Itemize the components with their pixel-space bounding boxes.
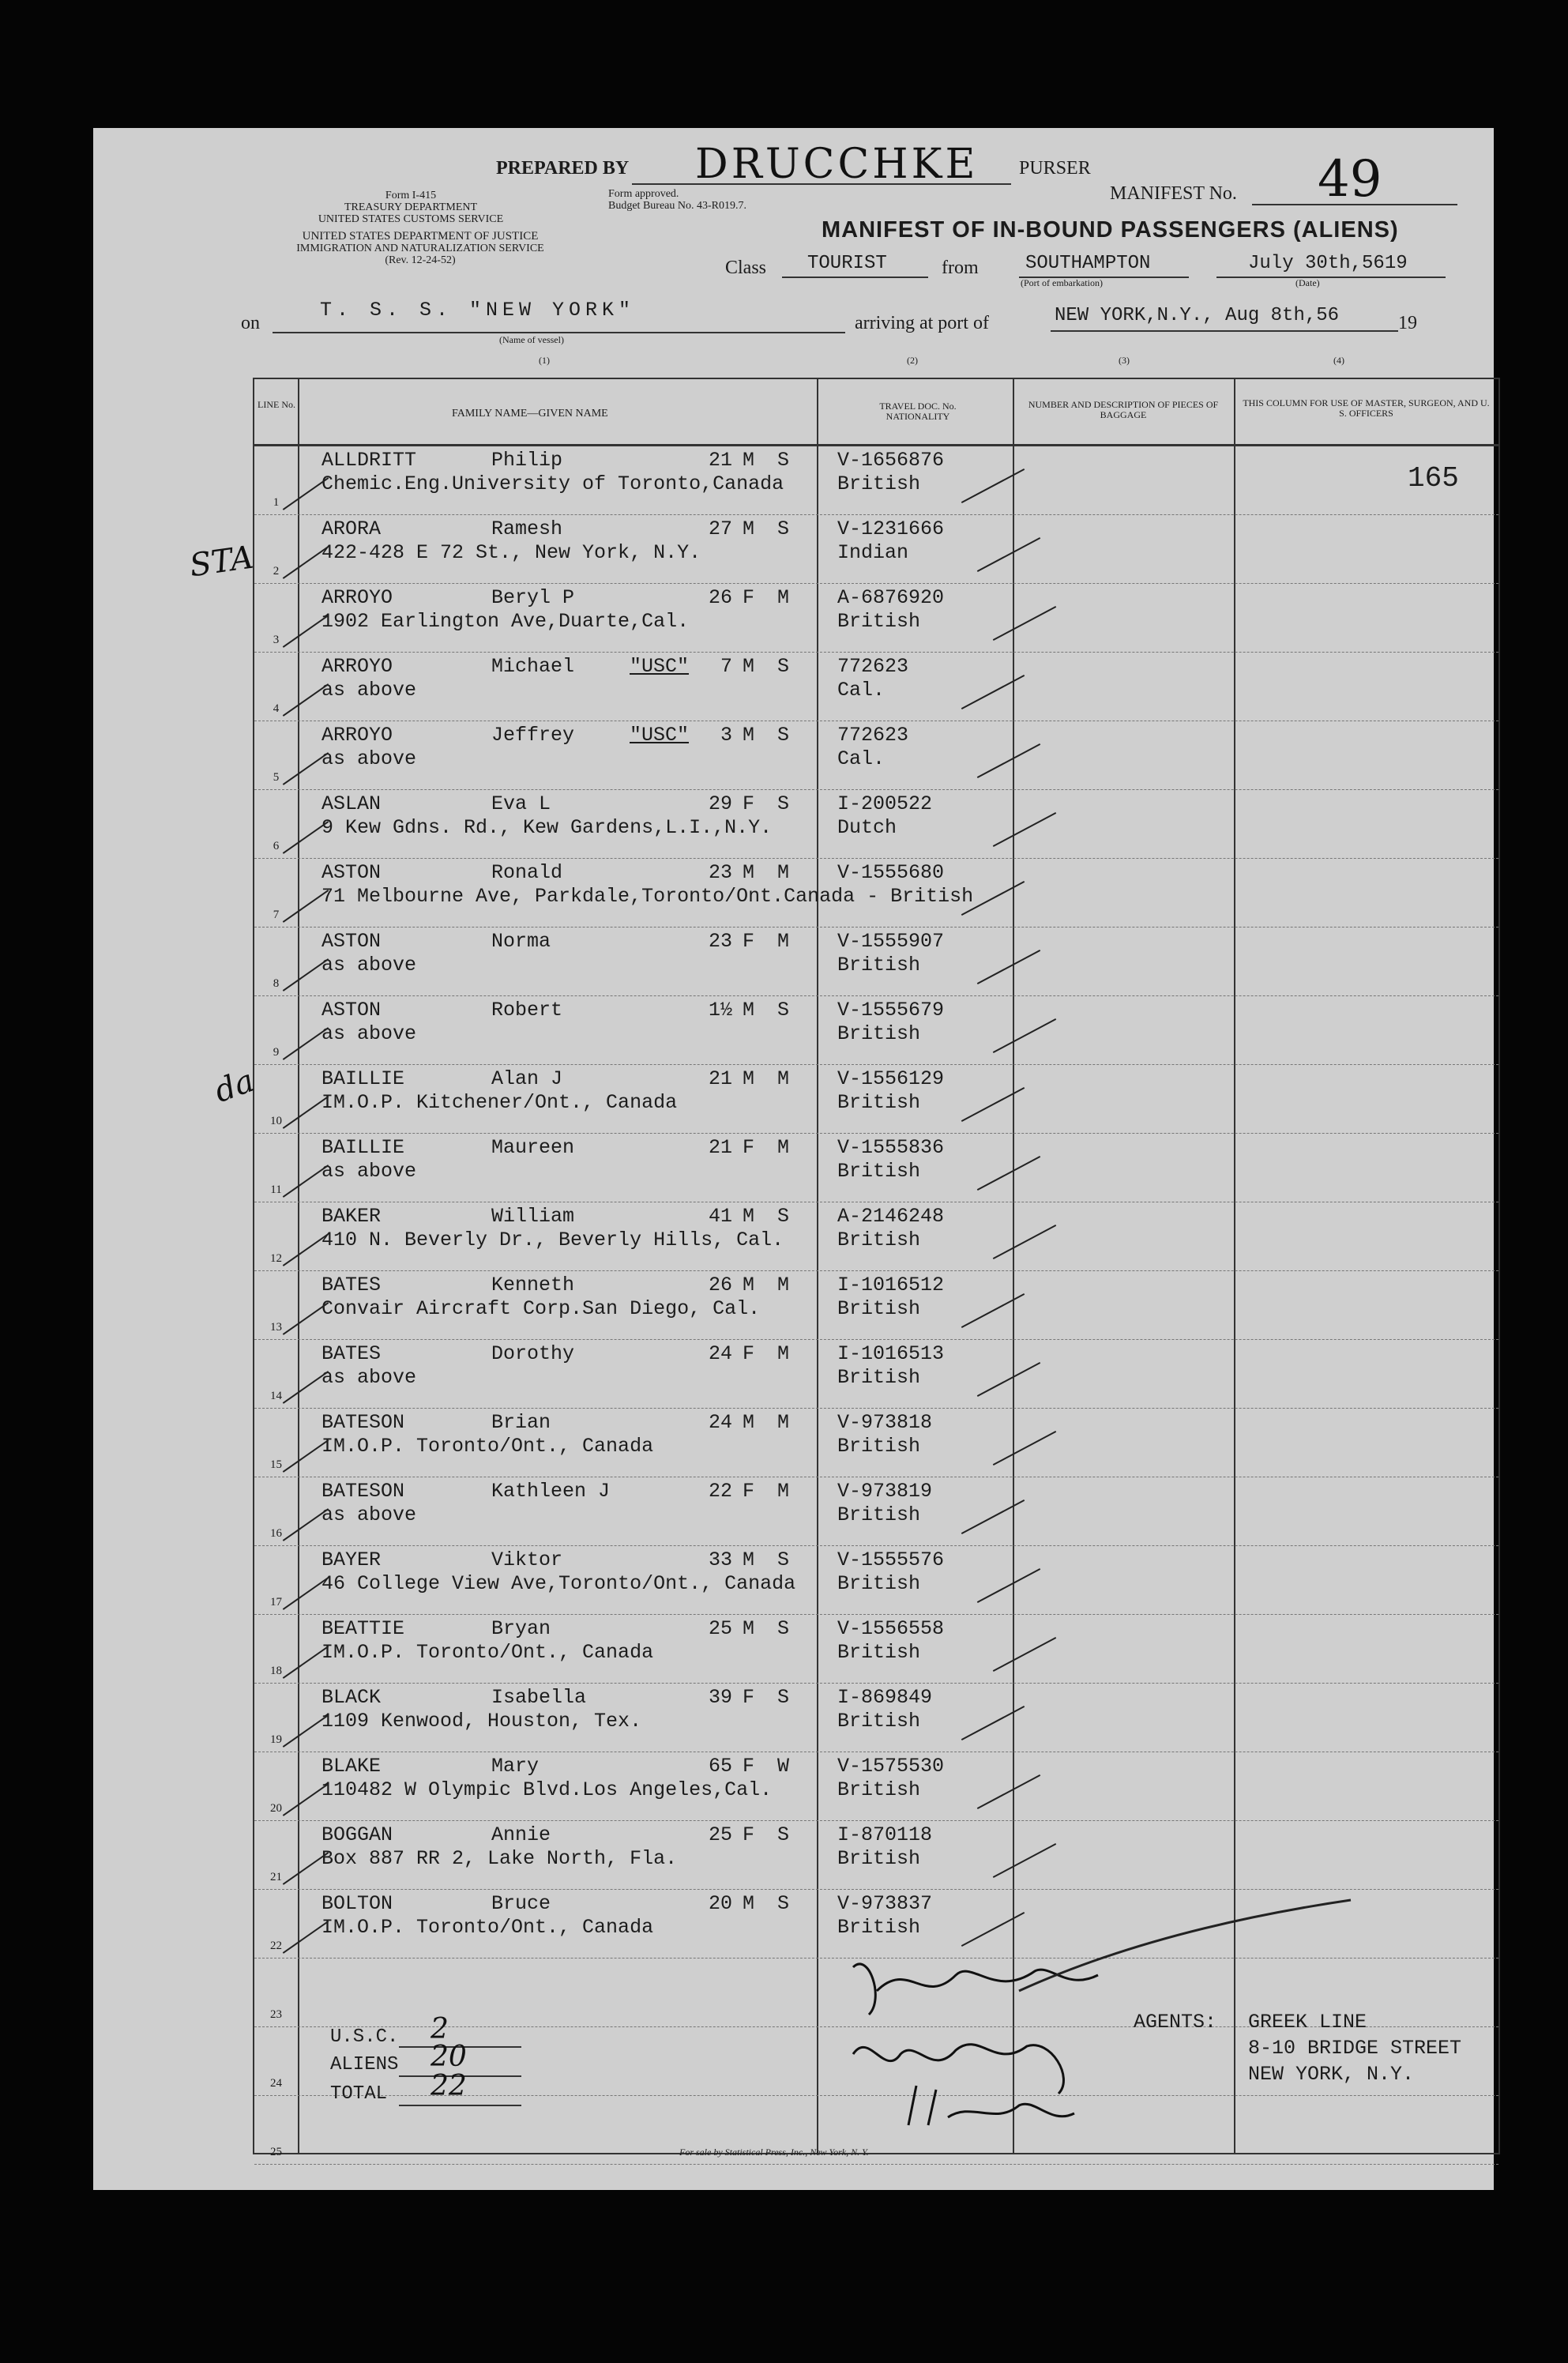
given-name: Bryan [491,1617,551,1640]
nationality: British [837,1366,921,1389]
nationality: Cal. [837,679,886,702]
marital-status: M [777,586,790,609]
row-line-number: 17 [270,1596,282,1609]
check-mark [961,675,1025,709]
row-line-number: 22 [270,1940,282,1952]
nationality: Cal. [837,747,886,770]
col-header-baggage: NUMBER AND DESCRIPTION OF PIECES OF BAGGAGE [1028,399,1219,420]
travel-doc: A-6876920 [837,586,945,609]
vessel-caption: (Name of vessel) [499,334,564,345]
table-row [254,1064,1498,1134]
given-name: Kathleen J [491,1480,611,1503]
family-name: BOLTON [321,1892,393,1915]
margin-note-sta: STA [187,539,256,585]
agents-line-3: NEW YORK, N.Y. [1248,2063,1415,2086]
usc-tag: "USC" [630,655,690,678]
nationality: British [837,1022,921,1045]
row-line-number: 15 [270,1458,282,1471]
marital-status: M [777,1342,790,1365]
check-mark [993,1431,1056,1466]
age: 25 [708,1823,732,1846]
age: 41 [708,1205,732,1228]
nationality: British [837,1435,921,1458]
manifest-table [253,378,1500,2158]
given-name: Mary [491,1755,540,1778]
family-name: ARROYO [321,655,393,678]
arrival-underline [1051,330,1398,332]
given-name: Michael [491,655,575,678]
nationality: British [837,472,921,495]
nationality: British [837,1572,921,1595]
grand-total-label: TOTAL [330,2083,388,2105]
sex: F [743,1823,755,1846]
given-name: Ramesh [491,517,563,540]
nationality: British [837,1160,921,1183]
family-name: ARROYO [321,724,393,747]
agents-label: AGENTS: [1134,2011,1217,2034]
manifest-no-label: MANIFEST No. [1110,183,1237,204]
table-row [254,1614,1498,1684]
address: IM.O.P. Toronto/Ont., Canada [321,1435,654,1458]
family-name: BATESON [321,1480,405,1503]
col-number-1: (1) [539,355,550,366]
address: 1902 Earlington Ave,Duarte,Cal. [321,610,690,633]
nationality: British [837,1847,921,1870]
department-block: UNITED STATES DEPARTMENT OF JUSTICE IMMIGRATION AND NATURALIZATION SERVICE (Rev. 12-24-52) [296,230,544,266]
marital-status: M [777,1067,790,1090]
address: as above [321,1160,417,1183]
row-line-number: 8 [273,977,280,990]
travel-doc: A-2146248 [837,1205,945,1228]
given-name: Viktor [491,1548,563,1571]
travel-doc: V-1575530 [837,1755,945,1778]
given-name: Brian [491,1411,551,1434]
family-name: ASTON [321,999,382,1022]
sex: F [743,1342,755,1365]
col-number-4: (4) [1333,355,1344,366]
address: 71 Melbourne Ave, Parkdale,Toronto/Ont.Canada - British [321,885,974,908]
sex: M [743,1274,755,1296]
address: Box 887 RR 2, Lake North, Fla. [321,1847,678,1870]
form-number-block: Form I-415 TREASURY DEPARTMENT UNITED STATES CUSTOMS SERVICE [318,190,504,225]
row-line-number: 4 [273,702,280,715]
address: 410 N. Beverly Dr., Beverly Hills, Cal. [321,1229,784,1251]
vessel-underline [273,332,845,333]
row-line-number: 18 [270,1665,282,1677]
nationality: British [837,610,921,633]
given-name: William [491,1205,575,1228]
family-name: BAYER [321,1548,382,1571]
age: 33 [708,1548,732,1571]
sex: M [743,999,755,1022]
address: Chemic.Eng.University of Toronto,Canada [321,472,784,495]
table-row [254,858,1498,928]
check-mark [977,1156,1040,1191]
age: 21 [708,449,732,472]
table-row [254,1545,1498,1615]
check-mark [977,1568,1040,1603]
address: as above [321,747,417,770]
class-value: TOURIST [807,253,887,274]
col-header-line: LINE No. [258,399,295,410]
marital-status: M [777,1480,790,1503]
family-name: ALLDRITT [321,449,417,472]
sex: F [743,586,755,609]
sex: M [743,724,755,747]
given-name: Philip [491,449,563,472]
age: 24 [708,1411,732,1434]
given-name: Bruce [491,1892,551,1915]
age: 22 [708,1480,732,1503]
address: as above [321,679,417,702]
sex: M [743,449,755,472]
long-pen-stroke [1011,1896,1359,1999]
sex: F [743,792,755,815]
marital-status: S [777,1617,790,1640]
age: 65 [708,1755,732,1778]
age: 23 [708,861,732,884]
col-header-name: FAMILY NAME—GIVEN NAME [452,408,608,420]
row-line-number: 16 [270,1527,282,1540]
port-value: SOUTHAMPTON [1025,253,1151,274]
sex: F [743,930,755,953]
sex: M [743,1205,755,1228]
family-name: BATES [321,1342,382,1365]
arriving-label: arriving at port of [855,313,989,333]
table-row [254,446,1498,515]
sex: F [743,1480,755,1503]
row-line-number: 19 [270,1733,282,1746]
sex: M [743,1617,755,1640]
usc-total-label: U.S.C. [330,2026,399,2048]
date-underline [1216,277,1446,278]
check-mark [977,743,1040,778]
travel-doc: V-1555679 [837,999,945,1022]
age: 3 [720,724,732,747]
check-mark [961,1087,1025,1122]
marital-status: M [777,1136,790,1159]
usc-total-value: 2 [431,2013,449,2045]
given-name: Annie [491,1823,551,1846]
row-line-number: 24 [270,2077,282,2090]
row-line-number: 12 [270,1252,282,1265]
family-name: BLACK [321,1686,382,1709]
officer-note: 165 [1408,462,1459,495]
sex: F [743,1755,755,1778]
given-name: Jeffrey [491,724,575,747]
given-name: Isabella [491,1686,587,1709]
age: 39 [708,1686,732,1709]
row-line-number: 23 [270,2008,282,2021]
family-name: BATES [321,1274,382,1296]
row-line-number: 5 [273,771,280,784]
table-row [254,1683,1498,1752]
purser-label: PURSER [1019,158,1091,179]
row-line-number: 14 [270,1390,282,1402]
age: 23 [708,930,732,953]
address: 1109 Kenwood, Houston, Tex. [321,1710,642,1733]
table-row [254,1202,1498,1271]
sex: F [743,1136,755,1159]
table-row [254,927,1498,996]
marital-status: S [777,517,790,540]
check-mark [961,1499,1025,1534]
row-line-number: 3 [273,634,280,646]
marital-status: S [777,724,790,747]
check-mark [993,1637,1056,1672]
address: IM.O.P. Kitchener/Ont., Canada [321,1091,678,1114]
nationality: British [837,1297,921,1320]
age: 21 [708,1136,732,1159]
class-label: Class [725,258,767,278]
from-label: from [942,258,979,278]
marital-status: M [777,861,790,884]
nationality: British [837,1916,921,1939]
agents-line-2: 8-10 BRIDGE STREET [1248,2037,1462,2060]
family-name: ARORA [321,517,382,540]
sex: M [743,1411,755,1434]
age: 29 [708,792,732,815]
travel-doc: V-1555680 [837,861,945,884]
address: 110482 W Olympic Blvd.Los Angeles,Cal. [321,1778,773,1801]
age: 25 [708,1617,732,1640]
marital-status: S [777,449,790,472]
address: IM.O.P. Toronto/Ont., Canada [321,1916,654,1939]
table-row [254,1752,1498,1821]
address: 9 Kew Gdns. Rd., Kew Gardens,L.I.,N.Y. [321,816,773,839]
sex: M [743,517,755,540]
row-line-number: 21 [270,1871,282,1883]
marital-status: S [777,1892,790,1915]
table-row [254,1133,1498,1202]
col-header-officers: THIS COLUMN FOR USE OF MASTER, SURGEON, AND U. S. OFFICERS [1243,397,1490,419]
given-name: Norma [491,930,551,953]
nationality: British [837,954,921,976]
row-line-number: 6 [273,840,280,852]
prepared-by-underline [632,183,1011,185]
travel-doc: I-869849 [837,1686,933,1709]
marital-status: S [777,999,790,1022]
row-line-number: 10 [270,1115,282,1127]
prepared-by-signature: DRUCCHKE [695,141,979,188]
family-name: BAKER [321,1205,382,1228]
check-mark [977,1362,1040,1397]
family-name: BAILLIE [321,1136,405,1159]
marital-status: W [777,1755,790,1778]
col-number-2: (2) [907,355,918,366]
on-label: on [241,313,260,333]
check-mark [961,1706,1025,1740]
travel-doc: V-973819 [837,1480,933,1503]
address: as above [321,954,417,976]
travel-doc: V-1555907 [837,930,945,953]
given-name: Kenneth [491,1274,575,1296]
row-line-number: 9 [273,1046,280,1059]
nationality: British [837,1641,921,1664]
sex: M [743,861,755,884]
address: as above [321,1022,417,1045]
family-name: ASLAN [321,792,382,815]
check-mark [993,1225,1056,1259]
marital-status: S [777,655,790,678]
nationality: British [837,1229,921,1251]
check-mark [993,1843,1056,1878]
marital-status: M [777,930,790,953]
travel-doc: V-1556558 [837,1617,945,1640]
travel-doc: 772623 [837,724,909,747]
class-underline [782,277,928,278]
check-mark [993,606,1056,641]
check-mark [961,468,1025,503]
address: 46 College View Ave,Toronto/Ont., Canada [321,1572,796,1595]
row-line-number: 2 [273,565,280,578]
row-line-number: 1 [273,496,280,509]
address: IM.O.P. Toronto/Ont., Canada [321,1641,654,1664]
arrival-value: NEW YORK,N.Y., Aug 8th,56 [1055,305,1340,326]
address: as above [321,1503,417,1526]
port-caption: (Port of embarkation) [1021,277,1103,288]
address: Convair Aircraft Corp.San Diego, Cal. [321,1297,761,1320]
nationality: Dutch [837,816,897,839]
col-header-doc: TRAVEL DOC. No. NATIONALITY [879,401,957,422]
marital-status: S [777,1823,790,1846]
nationality: British [837,1503,921,1526]
sex: M [743,1548,755,1571]
agents-line-1: GREEK LINE [1248,2011,1367,2034]
table-row [254,721,1498,790]
check-mark [977,950,1040,984]
check-mark [977,1774,1040,1809]
travel-doc: V-1556129 [837,1067,945,1090]
grand-total-value: 22 [431,2070,467,2102]
address: 422-428 E 72 St., New York, N.Y. [321,541,701,564]
usc-tag: "USC" [630,724,690,747]
nationality: Indian [837,541,909,564]
row-line-number: 7 [273,909,280,921]
given-name: Ronald [491,861,563,884]
vessel-value: T. S. S. "NEW YORK" [320,299,636,322]
marital-status: M [777,1411,790,1434]
manifest-no-value: 49 [1318,150,1382,209]
nationality: British [837,1091,921,1114]
family-name: BATESON [321,1411,405,1434]
age: 24 [708,1342,732,1365]
family-name: ASTON [321,861,382,884]
family-name: ASTON [321,930,382,953]
marital-status: M [777,1274,790,1296]
total-underline [399,2105,521,2106]
table-row [254,1270,1498,1340]
travel-doc: I-870118 [837,1823,933,1846]
marital-status: S [777,1548,790,1571]
nationality: British [837,1778,921,1801]
row-line-number: 11 [270,1183,282,1196]
age: 21 [708,1067,732,1090]
given-name: Dorothy [491,1342,575,1365]
check-mark [993,812,1056,847]
table-row [254,789,1498,859]
travel-doc: V-973818 [837,1411,933,1434]
table-row [254,995,1498,1065]
manifest-title: MANIFEST OF IN-BOUND PASSENGERS (ALIENS) [822,217,1399,243]
age: 7 [720,655,732,678]
age: 26 [708,1274,732,1296]
travel-doc: 772623 [837,655,909,678]
family-name: BOGGAN [321,1823,393,1846]
check-mark [993,1018,1056,1053]
travel-doc: I-1016512 [837,1274,945,1296]
table-row [254,583,1498,653]
prepared-by-label: PREPARED BY [496,158,630,179]
sex: M [743,1892,755,1915]
col-number-3: (3) [1119,355,1130,366]
given-name: Eva L [491,792,551,815]
age: 27 [708,517,732,540]
aliens-total-label: ALIENS [330,2054,399,2075]
given-name: Alan J [491,1067,563,1090]
date-value: July 30th,5619 [1248,253,1408,274]
marital-status: S [777,1686,790,1709]
address: as above [321,1366,417,1389]
given-name: Robert [491,999,563,1022]
aliens-total-value: 20 [431,2041,467,2073]
nationality: British [837,1710,921,1733]
form-approved-block: Form approved. Budget Bureau No. 43-R019.7. [608,188,746,212]
age: 20 [708,1892,732,1915]
footer-printer: For sale by Statistical Press, Inc., New York, N. Y. [679,2147,869,2158]
family-name: BAILLIE [321,1067,405,1090]
age: 26 [708,586,732,609]
age: 1½ [708,999,732,1022]
given-name: Beryl P [491,586,575,609]
marital-status: S [777,1205,790,1228]
manifest-no-underline [1252,204,1457,205]
date-caption: (Date) [1295,277,1320,288]
row-line-number: 25 [270,2146,282,2158]
table-row [254,652,1498,721]
family-name: BEATTIE [321,1617,405,1640]
table-row [254,1477,1498,1546]
margin-note-row10: da [209,1062,259,1111]
sex: M [743,655,755,678]
given-name: Maureen [491,1136,575,1159]
table-row [254,1408,1498,1477]
family-name: ARROYO [321,586,393,609]
sex: M [743,1067,755,1090]
travel-doc: I-1016513 [837,1342,945,1365]
travel-doc: I-200522 [837,792,933,815]
check-mark [977,537,1040,572]
table-row [254,1339,1498,1409]
travel-doc: V-1231666 [837,517,945,540]
travel-doc: V-1555836 [837,1136,945,1159]
table-row [254,514,1498,584]
marital-status: S [777,792,790,815]
row-line-number: 20 [270,1802,282,1815]
table-row [254,1820,1498,1890]
travel-doc: V-1656876 [837,449,945,472]
travel-doc: V-1555576 [837,1548,945,1571]
sex: F [743,1686,755,1709]
row-line-number: 13 [270,1321,282,1334]
family-name: BLAKE [321,1755,382,1778]
travel-doc: V-973837 [837,1892,933,1915]
check-mark [961,1293,1025,1328]
year-label: 19 [1398,313,1417,333]
